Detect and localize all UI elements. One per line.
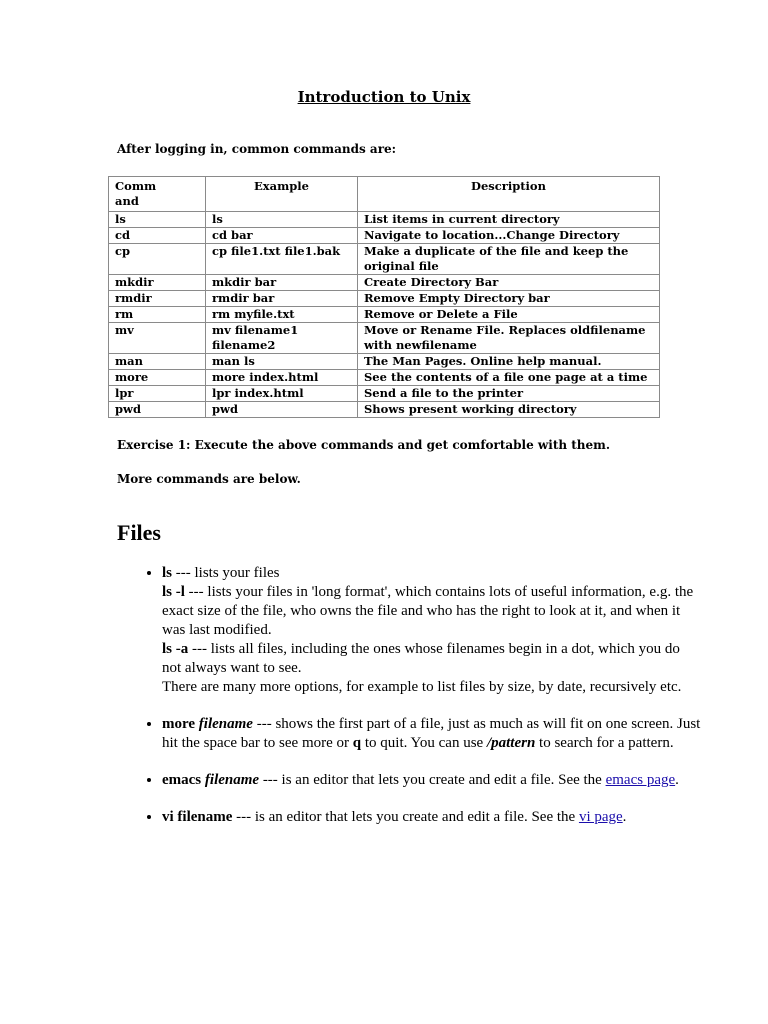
- cell-description: Create Directory Bar: [358, 275, 660, 291]
- header-description: Description: [358, 177, 660, 212]
- ls-l-text: --- lists your files in 'long format', which contains lots of useful information, e.g. the exact size of the file, who owns the file and who has the right to look at it, and when it was last modified.: [162, 584, 694, 638]
- table-row: [109, 291, 660, 307]
- cmd-ls-a: ls -a: [162, 641, 189, 657]
- table-row: [109, 370, 660, 386]
- emacs-text: --- is an editor that lets you create and edit a file. See the: [259, 772, 606, 788]
- cell-command: lpr: [109, 386, 206, 402]
- emacs-page-link[interactable]: emacs page: [605, 772, 676, 788]
- cell-example: ls: [206, 212, 358, 228]
- cell-example: man ls: [206, 354, 358, 370]
- table-row: [109, 228, 660, 244]
- table-row: [109, 244, 660, 275]
- ls-a-text: --- lists all files, including the ones whose filenames begin in a dot, which you do not always want to see.: [162, 641, 680, 676]
- cell-command: mkdir: [109, 275, 206, 291]
- cell-description: Send a file to the printer: [358, 386, 660, 402]
- cmd-emacs: emacs: [162, 772, 202, 788]
- table-row: [109, 275, 660, 291]
- header-example: Example: [206, 177, 358, 212]
- table-row: [109, 402, 660, 418]
- ls-text: --- lists your files: [172, 565, 280, 581]
- cell-example: mkdir bar: [206, 275, 358, 291]
- cmd-vi: vi filename: [162, 809, 233, 825]
- cell-description: Remove Empty Directory bar: [358, 291, 660, 307]
- cmd-ls-l: ls -l: [162, 584, 185, 600]
- cell-example: more index.html: [206, 370, 358, 386]
- ls-options-text: There are many more options, for example to list files by size, by date, recursively etc.: [162, 679, 682, 695]
- more-commands-text: More commands are below.: [117, 472, 301, 486]
- cell-command: more: [109, 370, 206, 386]
- cmd-ls: ls: [162, 565, 173, 581]
- cell-description: The Man Pages. Online help manual.: [358, 354, 660, 370]
- cell-command: cp: [109, 244, 206, 275]
- files-list: [128, 564, 702, 845]
- list-item-vi: [162, 808, 702, 827]
- cell-command: mv: [109, 323, 206, 354]
- cell-description: Remove or Delete a File: [358, 307, 660, 323]
- cell-description: Shows present working directory: [358, 402, 660, 418]
- page-title: Introduction to Unix: [297, 88, 471, 106]
- more-text-3: to search for a pattern.: [535, 735, 674, 751]
- table-row: [109, 354, 660, 370]
- cell-description: See the contents of a file one page at a time: [358, 370, 660, 386]
- cell-description: Make a duplicate of the file and keep the original file: [358, 244, 660, 275]
- cell-description: Move or Rename File. Replaces oldfilename with newfilename: [358, 323, 660, 354]
- table-row: [109, 307, 660, 323]
- cell-description: List items in current directory: [358, 212, 660, 228]
- cell-example: cd bar: [206, 228, 358, 244]
- cell-command: pwd: [109, 402, 206, 418]
- table-row: [109, 212, 660, 228]
- table-header-row: [109, 177, 660, 212]
- list-item-emacs: [162, 771, 702, 790]
- cell-command: man: [109, 354, 206, 370]
- emacs-arg: filename: [204, 772, 260, 788]
- more-arg: filename: [198, 716, 253, 732]
- vi-end: .: [622, 809, 627, 825]
- cmd-more: more: [162, 716, 196, 732]
- cell-example: cp file1.txt file1.bak: [206, 244, 358, 275]
- more-pattern: /pattern: [486, 735, 536, 751]
- cell-example: mv filename1 filename2: [206, 323, 358, 354]
- emacs-end: .: [675, 772, 679, 788]
- cell-command: rm: [109, 307, 206, 323]
- header-command: Command: [109, 177, 206, 212]
- more-text-1: --- shows the first part of a file, just as much as will fit on one screen. Just hit the space bar to see more or: [162, 716, 701, 751]
- files-heading: Files: [117, 520, 161, 545]
- cell-example: pwd: [206, 402, 358, 418]
- commands-table: [108, 176, 660, 418]
- cell-command: ls: [109, 212, 206, 228]
- more-text-2: to quit. You can use: [361, 735, 487, 751]
- intro-text: After logging in, common commands are:: [117, 142, 397, 156]
- cell-example: rm myfile.txt: [206, 307, 358, 323]
- list-item-more: [162, 715, 702, 753]
- cell-command: cd: [109, 228, 206, 244]
- table-row: [109, 323, 660, 354]
- more-q: q: [352, 735, 362, 751]
- cell-description: Navigate to location...Change Directory: [358, 228, 660, 244]
- vi-page-link[interactable]: vi page: [578, 809, 623, 825]
- vi-text: --- is an editor that lets you create and edit a file. See the: [232, 809, 579, 825]
- cell-example: lpr index.html: [206, 386, 358, 402]
- list-item-ls: [162, 564, 702, 697]
- table-row: [109, 386, 660, 402]
- cell-command: rmdir: [109, 291, 206, 307]
- exercise-text: Exercise 1: Execute the above commands and get comfortable with them.: [117, 438, 611, 452]
- cell-example: rmdir bar: [206, 291, 358, 307]
